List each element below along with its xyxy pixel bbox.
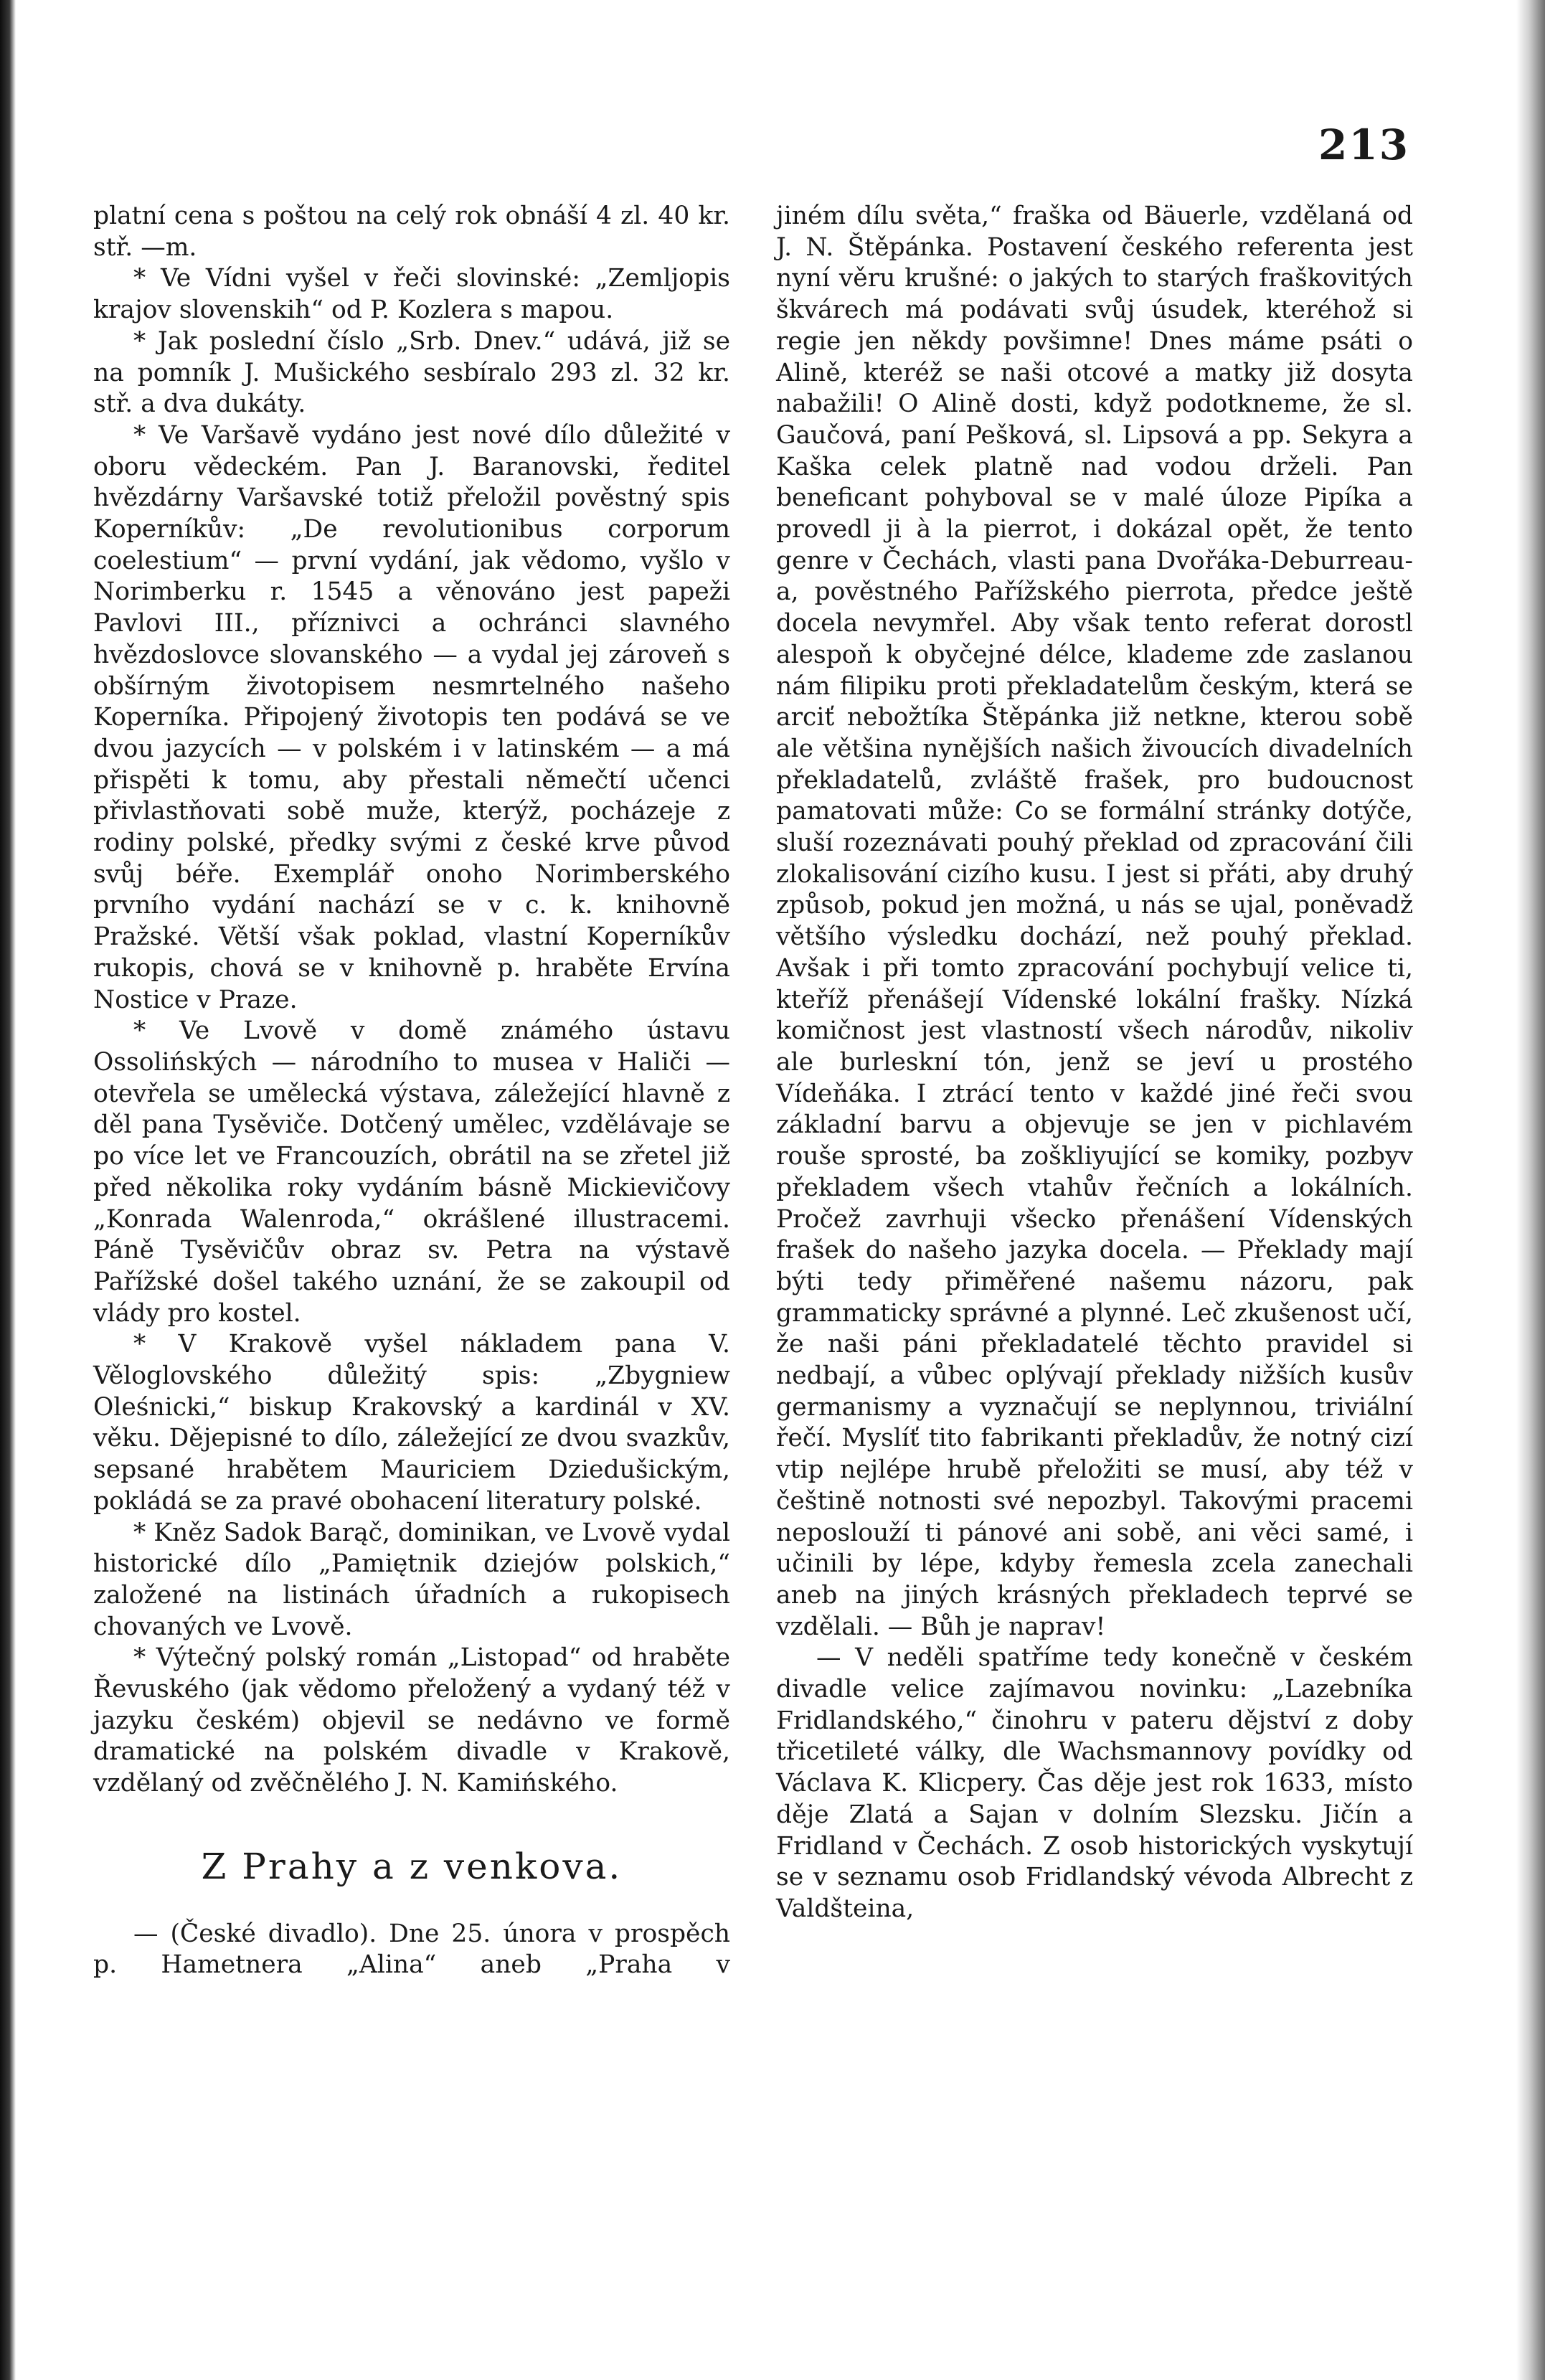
left-paragraph: * Jak poslední číslo „Srb. Dnev.“ udává, již se na pomník J. Mušického sesbíralo 293 zl. 32 kr. stř. a dva dukáty. bbox=[93, 326, 730, 419]
right-paragraph: jiném dílu světa,“ fraška od Bäuerle, vzdělaná od J. N. Štěpánka. Postavení českého referenta jest nyní věru krušné: o jakých to starých fraškovitých škvárech má podávati svůj úsudek, kteréhož si regie jen někdy povšimne! Dnes máme psáti o Alině, kteréž se naši otcové a matky již dosyta nabažili! O Alině dosti, když podotkneme, že sl. Gaučová, paní Pešková, sl. Lipsová a pp. Sekyra a Kaška celek platně nad vodou drželi. Pan beneficant pohyboval se v malé úloze Pipíka a provedl ji à la pierrot, i dokázal opět, že tento genre v Čechách, vlasti pana Dvořáka-Deburreau-a, pověstného Pařížského pierrota, předce ještě docela nevymřel. Aby však tento referat dorostl alespoň k obyčejné délce, klademe zde zaslanou nám filipiku proti překladatelům českým, která se arciť nebožtíka Štěpánka již netkne, kterou sobě ale většina nynějších našich živoucích divadelních překladatelů, zvláště frašek, pro budoucnost pamatovati může: Co se formální stránky dotýče, sluší rozeznávati pouhý překlad od zpracování čili zlokalisování cizího kusu. I jest si přáti, aby druhý způsob, pokud jen možná, u nás se ujal, poněvadž většího výsledku dochází, než pouhý překlad. Avšak i při tomto zpracování pochybují velice ti, kteříž přenášejí Vídenské lokální frašky. Nízká komičnost jest vlastností všech národův, nikoliv ale burleskní tón, jenž se jeví u prostého Vídeňáka. I ztrácí tento v každé jiné řeči svou základní barvu a objevuje se jen v pichlavém rouše sprosté, ba zoškliyující se komiky, pozbyv překladem všech vtahův řečních a lokálních. Pročež zavrhuji všecko přenášení Vídenských frašek do našeho jazyka docela. — Překlady mají býti tedy přiměřené našemu názoru, pak grammaticky správné a plynné. Leč zkušenost učí, že naši páni překladatelé těchto pravidel si nedbají, a vůbec oplývají překlady nižších kusův germanismy a vyznačují se neplynnou, triviální řečí. Myslíť tito fabrikanti překladův, že notný cizí vtip nejlépe hrubě přeložiti se musí, aby též v češtině notnosti své nepozbyl. Takovými pracemi neposlouží ti pánové ani sobě, ani věci samé, i učinili by lépe, kdyby řemesla zcela zanechali aneb na jiných krásných překladech teprvé se vzdělali. — Bůh je naprav! bbox=[776, 202, 1413, 1641]
left-paragraph: * Kněz Sadok Barąč, dominikan, ve Lvově vydal historické dílo „Pamiętnik dziejów polskich,“ založené na listinách úřadních a rukopisech chovaných ve Lvově. bbox=[93, 1518, 731, 1641]
left-paragraph: * Výtečný polský román „Listopad“ od hraběte Řevuského (jak vědomo přeložený a vydaný též v jazyku českém) objevil se nedávno ve formě dramatické na polském divadle v Krakově, vzdělaný od zvěčnělého J. N. Kamińského. bbox=[93, 1643, 730, 1798]
right-column bbox=[776, 201, 1413, 1925]
left-paragraph: — (České divadlo). Dne 25. února v prospěch p. Hametnera „Alina“ aneb „Praha v bbox=[93, 1919, 730, 1980]
scan-edge-left bbox=[0, 0, 16, 2380]
right-paragraph: — V neděli spatříme tedy konečně v českém divadle velice zajímavou novinku: „Lazebníka Fridlandského,“ činohru v pateru dějství z doby třicetileté války, dle Wachsmannovy povídky od Václava K. Klicpery. Čas děje jest rok 1633, místo děje Zlatá a Sajan v dolním Slezsku. Jičín a Fridland v Čechách. Z osob historických vyskytují se v seznamu osob Fridlandský vévoda Albrecht z Valdšteina, bbox=[776, 1643, 1413, 1923]
left-paragraph: * Ve Lvově v domě známého ústavu Ossolińských — národního to musea v Haliči — otevřela se umělecká výstava, záležející hlavně z děl pana Tysěviče. Dotčený umělec, vzdělávaje se po více let ve Francouzích, obrátil na se zřetel již před několika roky vydáním básně Mickievičovy „Konrada Walenroda,“ okrášlené illustracemi. Páně Tysěvičův obraz sv. Petra na výstavě Pařížské došel takého uznání, že se zakoupil od vlády pro kostel. bbox=[93, 1016, 730, 1328]
scan-edge-right bbox=[1516, 0, 1545, 2380]
left-paragraph: * V Krakově vyšel nákladem pana V. Věloglovského důležitý spis: „Zbygniew Oleśnicki,“ biskup Krakovský a kardinál v XV. věku. Dějepisné to dílo, záležející ze dvou svazkův, sepsané hrabětem Mauriciem Dziedušickým, pokládá se za pravé obohacení literatury polské. bbox=[93, 1330, 730, 1516]
left-paragraph: * Ve Varšavě vydáno jest nové dílo důležité v oboru vědeckém. Pan J. Baranovski, ředitel hvězdárny Varšavské totiž přeložil pověstný spis Koperníkův: „De revolutionibus corporum coelestium“ — první vydání, jak vědomo, vyšlo v Norimberku r. 1545 a věnováno jest papeži Pavlovi III., příznivci a ochránci slavného hvězdoslovce slovanského — a vydal jej zároveň s obšírným životopisem nesmrtelného našeho Koperníka. Připojený životopis ten podává se ve dvou jazycích — v polském i v latinském — a má přispěti k tomu, aby přestali němečtí učenci přivlastňovati sobě muže, kterýž, pocházeje z rodiny polské, předky svými z české krve původ svůj béře. Exemplář onoho Norimberského prvního vydání nachází se v c. k. knihovně Pražské. Větší však poklad, vlastní Koperníkův rukopis, chová se v knihovně p. hraběte Ervína Nostice v Praze. bbox=[93, 420, 730, 1014]
left-paragraph: platní cena s poštou na celý rok obnáší 4 zl. 40 kr. stř. —m. bbox=[93, 202, 730, 262]
left-paragraph: * Ve Vídni vyšel v řeči slovinské: „Zemljopis krajov slovenskih“ od P. Kozlera s mapou. bbox=[93, 264, 730, 325]
page-number: 213 bbox=[1318, 121, 1410, 169]
section-heading: Z Prahy a z venkova. bbox=[201, 1845, 623, 1887]
left-column bbox=[93, 201, 730, 1981]
